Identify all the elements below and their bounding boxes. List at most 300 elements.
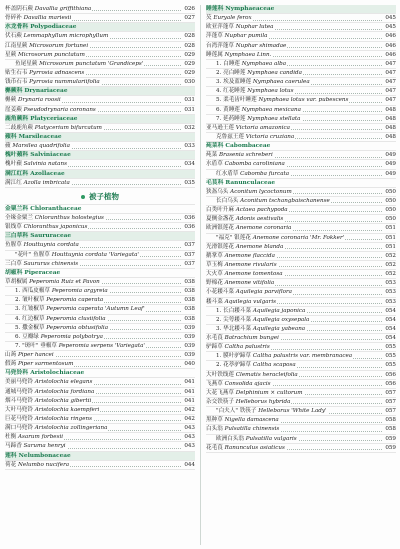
entry-latin-name: Caltha palustris var. membranacea bbox=[252, 353, 353, 360]
toc-entry[interactable] bbox=[5, 324, 195, 333]
entry-latin-name: Saruma henryi bbox=[23, 443, 66, 450]
toc-entry[interactable] bbox=[206, 371, 396, 380]
entry-latin-name: Aristolochia fordiana bbox=[34, 388, 95, 395]
toc-entry[interactable] bbox=[5, 278, 195, 287]
toc-entry[interactable] bbox=[206, 96, 396, 105]
entry-label bbox=[5, 224, 88, 230]
toc-entry[interactable] bbox=[5, 214, 195, 223]
toc-entry[interactable] bbox=[5, 32, 195, 41]
entry-chinese-name: 欧亚萍蓬草 bbox=[206, 24, 234, 31]
entry-label bbox=[206, 235, 345, 241]
entry-label bbox=[206, 436, 298, 442]
entry-latin-name: Drynaria roosii bbox=[17, 97, 61, 104]
entry-label bbox=[206, 417, 280, 423]
entry-latin-name: Peperomia obtusifolia bbox=[46, 324, 109, 331]
entry-chinese-name: 小花耧斗菜 bbox=[206, 289, 234, 296]
toc-entry[interactable] bbox=[206, 215, 396, 224]
entry-latin-name: Chloranthus holostegius bbox=[34, 214, 104, 221]
entry-label bbox=[5, 334, 104, 340]
entry-label bbox=[5, 143, 71, 149]
toc-entry[interactable] bbox=[5, 433, 195, 442]
entry-label bbox=[5, 316, 107, 322]
entry-label bbox=[5, 361, 74, 367]
toc-entry[interactable] bbox=[5, 14, 195, 23]
entry-page-number: 050 bbox=[384, 188, 396, 197]
entry-page-number: 048 bbox=[384, 124, 396, 133]
toc-entry[interactable] bbox=[206, 352, 396, 361]
entry-page-number: 056 bbox=[384, 371, 396, 380]
toc-entry[interactable] bbox=[206, 425, 396, 434]
toc-entry[interactable] bbox=[5, 5, 195, 14]
entry-latin-name: Peperomia argyreia bbox=[51, 288, 108, 295]
family-heading: 槲蕨科 Drynariaceae bbox=[5, 87, 195, 96]
entry-latin-name: Anemone blanda bbox=[235, 243, 284, 250]
entry-label bbox=[5, 15, 72, 21]
entry-chinese-name: 欧洲银莲花 bbox=[206, 225, 234, 232]
entry-page-number: 052 bbox=[384, 261, 396, 270]
entry-chinese-name: 草胡椒属 bbox=[5, 278, 28, 285]
toc-entry[interactable] bbox=[5, 388, 195, 397]
entry-label bbox=[5, 306, 146, 312]
toc-entry[interactable] bbox=[206, 224, 396, 233]
entry-chinese-name: 夏侧金盏花 bbox=[206, 216, 234, 223]
entry-latin-name: Nuphar shimadae bbox=[235, 42, 287, 49]
toc-entry[interactable] bbox=[206, 307, 396, 316]
family-heading: 毛茛科 Ranunculaceae bbox=[206, 179, 396, 188]
toc-entry[interactable] bbox=[5, 124, 195, 133]
toc-entry[interactable] bbox=[206, 115, 396, 124]
entry-chinese-name: 钱币石韦 bbox=[5, 79, 28, 86]
entry-label bbox=[206, 344, 271, 350]
toc-entry[interactable] bbox=[5, 142, 195, 151]
entry-page-number: 039 bbox=[183, 342, 195, 351]
toc-entry[interactable] bbox=[206, 435, 396, 444]
toc-entry[interactable] bbox=[206, 343, 396, 352]
entry-page-number: 043 bbox=[183, 433, 195, 442]
entry-latin-name: Aquilegia oxysepala bbox=[252, 316, 310, 323]
entry-label bbox=[5, 352, 55, 358]
toc-entry[interactable] bbox=[5, 51, 195, 60]
entry-chinese-name: 银线草 bbox=[5, 224, 22, 231]
entry-latin-name: Lemmaphyllum microphyllum bbox=[23, 33, 109, 40]
entry-chinese-name: 大叶铁线莲 bbox=[206, 371, 234, 378]
entry-label bbox=[206, 271, 284, 277]
toc-entry[interactable] bbox=[206, 69, 396, 78]
entry-latin-name: Anemone coronaria bbox=[235, 225, 292, 232]
family-heading: 莲科 Nelumbonaceae bbox=[5, 452, 195, 461]
entry-page-number: 031 bbox=[183, 106, 195, 115]
toc-entry[interactable] bbox=[206, 234, 396, 243]
toc-entry[interactable] bbox=[206, 261, 396, 270]
entry-page-number: 028 bbox=[183, 42, 195, 51]
entry-label bbox=[206, 216, 284, 222]
toc-left-column bbox=[5, 5, 195, 470]
toc-entry[interactable] bbox=[206, 407, 396, 416]
entry-chinese-name: 大叶马兜铃 bbox=[5, 406, 33, 413]
entry-label bbox=[5, 43, 89, 49]
entry-label bbox=[206, 299, 277, 305]
entry-chinese-name: 大花飞燕草 bbox=[206, 389, 234, 396]
entry-latin-name: Microsorum punctatum 'Grandiceps' bbox=[39, 60, 144, 67]
entry-page-number: 053 bbox=[384, 279, 396, 288]
entry-page-number: 038 bbox=[183, 296, 195, 305]
entry-page-number: 055 bbox=[384, 352, 396, 361]
entry-chinese-name: 5. 柔毛齿叶睡莲 bbox=[216, 97, 257, 104]
entry-page-number: 035 bbox=[183, 179, 195, 188]
entry-chinese-name: 伏石蕨 bbox=[5, 33, 22, 40]
entry-page-number: 026 bbox=[183, 5, 195, 14]
toc-entry[interactable] bbox=[5, 78, 195, 87]
toc-entry[interactable] bbox=[206, 42, 396, 51]
toc-entry[interactable] bbox=[206, 316, 396, 325]
toc-entry[interactable] bbox=[206, 444, 396, 453]
toc-entry[interactable] bbox=[206, 252, 396, 261]
toc-entry[interactable] bbox=[206, 197, 396, 206]
toc-entry[interactable] bbox=[206, 288, 396, 297]
toc-entry[interactable] bbox=[206, 160, 396, 169]
entry-latin-name: Actaea pachypoda bbox=[235, 207, 288, 214]
entry-label bbox=[206, 97, 349, 103]
entry-chinese-name: 4. 红花睡莲 bbox=[216, 88, 246, 95]
toc-entry[interactable] bbox=[206, 106, 396, 115]
entry-label bbox=[5, 70, 85, 76]
entry-label bbox=[206, 426, 280, 432]
entry-page-number: 041 bbox=[183, 388, 195, 397]
entry-latin-name: Aristolochia elegans bbox=[34, 379, 93, 386]
toc-entry[interactable] bbox=[206, 51, 396, 60]
entry-label bbox=[206, 79, 311, 85]
entry-chinese-name: 星蕨 bbox=[5, 51, 17, 58]
entry-label bbox=[5, 416, 93, 422]
entry-page-number: 049 bbox=[384, 170, 396, 179]
entry-label bbox=[206, 207, 289, 213]
entry-chinese-name: 槐叶蘋 bbox=[5, 161, 22, 168]
entry-page-number: 054 bbox=[384, 316, 396, 325]
entry-latin-name: Houttuynia cordata 'Variegata' bbox=[51, 251, 139, 258]
entry-latin-name: Pseudodrynaria coronans bbox=[23, 106, 96, 113]
family-heading: 水龙骨科 Polypodiaceae bbox=[5, 23, 195, 32]
entry-chinese-name: 二歧鹿角蕨 bbox=[5, 124, 33, 131]
toc-entry[interactable] bbox=[5, 442, 195, 451]
entry-page-number: 057 bbox=[384, 398, 396, 407]
toc-entry[interactable] bbox=[206, 298, 396, 307]
toc-entry[interactable] bbox=[5, 223, 195, 232]
entry-chinese-name: 杂交铁筷子 bbox=[206, 399, 234, 406]
toc-entry[interactable] bbox=[5, 96, 195, 105]
toc-entry[interactable] bbox=[5, 296, 195, 305]
entry-page-number: 029 bbox=[183, 69, 195, 78]
toc-entry[interactable] bbox=[5, 251, 195, 260]
entry-latin-name: Anemone flaccida bbox=[224, 252, 275, 259]
toc-entry[interactable] bbox=[206, 334, 396, 343]
entry-label bbox=[206, 161, 286, 167]
family-heading: 胡椒科 Piperaceae bbox=[5, 269, 195, 278]
toc-entry[interactable] bbox=[5, 315, 195, 324]
toc-entry[interactable] bbox=[206, 124, 396, 133]
entry-page-number: 050 bbox=[384, 197, 396, 206]
entry-label bbox=[206, 61, 287, 67]
entry-chinese-name: 江南星蕨 bbox=[5, 42, 28, 49]
entry-label bbox=[206, 353, 353, 359]
entry-latin-name: Aquilegia vulgaris bbox=[224, 298, 276, 305]
toc-entry[interactable] bbox=[5, 287, 195, 296]
toc-entry[interactable] bbox=[5, 360, 195, 369]
entry-latin-name: Cabomba caroliniana bbox=[224, 161, 285, 168]
entry-page-number: 050 bbox=[384, 215, 396, 224]
toc-entry[interactable] bbox=[5, 406, 195, 415]
toc-entry[interactable] bbox=[5, 305, 195, 314]
entry-page-number: 045 bbox=[384, 14, 396, 23]
entry-label bbox=[206, 381, 272, 387]
entry-chinese-name: 白头翁 bbox=[206, 426, 223, 433]
toc-entry[interactable] bbox=[206, 270, 396, 279]
entry-label bbox=[206, 171, 290, 177]
entry-page-number: 048 bbox=[384, 133, 396, 142]
entry-latin-name: Victoria amazonica bbox=[235, 124, 290, 131]
entry-label bbox=[206, 134, 295, 140]
entry-latin-name: Consolida ajacis bbox=[224, 380, 271, 387]
entry-chinese-name: 巨花马兜铃 bbox=[5, 416, 33, 423]
entry-page-number: 054 bbox=[384, 334, 396, 343]
toc-entry[interactable] bbox=[206, 279, 396, 288]
toc-entry[interactable] bbox=[5, 461, 195, 470]
toc-entry[interactable] bbox=[5, 378, 195, 387]
toc-entry[interactable] bbox=[206, 188, 396, 197]
entry-label bbox=[5, 398, 92, 404]
entry-label bbox=[206, 244, 284, 250]
entry-latin-name: Brasenia schreberi bbox=[218, 152, 273, 159]
entry-latin-name: Pulsatilla vulgaris bbox=[245, 435, 297, 442]
entry-label bbox=[5, 33, 109, 39]
entry-chinese-name: 6. 豆瓣绿 bbox=[15, 333, 39, 340]
entry-page-number: 034 bbox=[183, 160, 195, 169]
entry-page-number: 051 bbox=[384, 224, 396, 233]
entry-chinese-name: 长白乌头 bbox=[216, 197, 239, 204]
entry-latin-name: Ranunculus asiaticus bbox=[224, 444, 285, 451]
entry-latin-name: Anemone coronaria 'Mr. Fokker' bbox=[252, 234, 345, 241]
entry-chinese-name: "白夫人" 铁筷子 bbox=[216, 408, 257, 415]
toc-entry[interactable] bbox=[206, 151, 396, 160]
entry-latin-name: Peperomia polybotrya bbox=[40, 333, 103, 340]
entry-label bbox=[5, 97, 62, 103]
entry-chinese-name: 2. 亮白睡莲 bbox=[216, 69, 246, 76]
toc-entry[interactable] bbox=[5, 160, 195, 169]
toc-entry[interactable] bbox=[5, 42, 195, 51]
entry-latin-name: Marsilea quadrifolia bbox=[12, 143, 70, 150]
entry-page-number: 051 bbox=[384, 243, 396, 252]
toc-entry[interactable] bbox=[5, 260, 195, 269]
entry-page-number: 042 bbox=[183, 415, 195, 424]
entry-page-number: 047 bbox=[384, 69, 396, 78]
entry-page-number: 054 bbox=[384, 325, 396, 334]
entry-label bbox=[206, 317, 310, 323]
toc-entry[interactable] bbox=[206, 206, 396, 215]
entry-chinese-name: 1. 西瓜皮椒草 bbox=[15, 288, 51, 295]
entry-chinese-name: 崖姜蕨 bbox=[5, 106, 22, 113]
toc-entry[interactable] bbox=[206, 361, 396, 370]
entry-page-number: 037 bbox=[183, 241, 195, 250]
toc-entry[interactable] bbox=[206, 87, 396, 96]
entry-latin-name: Anemone tomentosa bbox=[224, 271, 283, 278]
toc-entry[interactable] bbox=[206, 78, 396, 87]
entry-label bbox=[206, 445, 286, 451]
entry-latin-name: Aconitum lycoctonum bbox=[230, 188, 292, 195]
entry-chinese-name: 驴蹄草 bbox=[206, 344, 223, 351]
entry-label bbox=[5, 252, 140, 258]
toc-entry[interactable] bbox=[5, 69, 195, 78]
entry-page-number: 054 bbox=[384, 307, 396, 316]
entry-page-number: 057 bbox=[384, 389, 396, 398]
entry-page-number: 039 bbox=[183, 351, 195, 360]
section-title bbox=[5, 188, 195, 205]
entry-latin-name: Clematis heracleifolia bbox=[235, 371, 298, 378]
toc-entry[interactable] bbox=[206, 380, 396, 389]
entry-chinese-name: 草玉梅 bbox=[206, 261, 223, 268]
family-heading: 满江红科 Azollaceae bbox=[5, 170, 195, 179]
toc-entry[interactable] bbox=[206, 243, 396, 252]
entry-latin-name: Helleborus hybrida bbox=[235, 399, 291, 406]
toc-entry[interactable] bbox=[206, 14, 396, 23]
entry-chinese-name: 3. 红皱椒草 bbox=[15, 306, 45, 313]
entry-page-number: 045 bbox=[384, 23, 396, 32]
entry-page-number: 046 bbox=[384, 42, 396, 51]
entry-page-number: 038 bbox=[183, 287, 195, 296]
entry-chinese-name: "福克" 银莲花 bbox=[216, 234, 251, 241]
entry-label bbox=[206, 326, 306, 332]
entry-page-number: 037 bbox=[183, 251, 195, 260]
entry-chinese-name: 亚马逊王莲 bbox=[206, 124, 234, 131]
entry-page-number: 041 bbox=[183, 397, 195, 406]
toc-entry[interactable] bbox=[206, 23, 396, 32]
entry-label bbox=[5, 79, 101, 85]
entry-label bbox=[5, 389, 95, 395]
entry-latin-name: Pyrrosia nummulariifolia bbox=[29, 79, 100, 86]
entry-latin-name: Caltha palustris bbox=[224, 344, 270, 351]
toc-entry[interactable] bbox=[5, 241, 195, 250]
toc-entry[interactable] bbox=[206, 32, 396, 41]
entry-latin-name: Nelumbo nucifera bbox=[17, 461, 70, 468]
entry-page-number: 048 bbox=[384, 106, 396, 115]
entry-chinese-name: 水盾草 bbox=[206, 161, 223, 168]
entry-label bbox=[5, 379, 93, 385]
entry-chinese-name: 马蹄香 bbox=[5, 443, 22, 450]
entry-label bbox=[5, 6, 92, 12]
entry-latin-name: Nymphaea alba bbox=[241, 60, 287, 67]
entry-chinese-name: 克鲁兹王莲 bbox=[216, 133, 244, 140]
entry-page-number: 048 bbox=[384, 115, 396, 124]
entry-latin-name: Nymphaea mexicana bbox=[241, 106, 301, 113]
entry-latin-name: Nymphaea lotus bbox=[247, 88, 294, 95]
entry-latin-name: Pulsatilla chinensis bbox=[224, 426, 280, 433]
entry-page-number: 047 bbox=[384, 78, 396, 87]
entry-latin-name: Victoria cruziana bbox=[245, 133, 295, 140]
entry-page-number: 039 bbox=[183, 324, 195, 333]
entry-page-number: 056 bbox=[384, 380, 396, 389]
entry-latin-name: Aristolochia kaempferi bbox=[34, 406, 100, 413]
toc-entry[interactable] bbox=[206, 325, 396, 334]
entry-label bbox=[206, 289, 293, 295]
entry-label bbox=[206, 253, 276, 259]
entry-chinese-name: 满江红 bbox=[5, 179, 22, 186]
entry-chinese-name: 蘋 bbox=[5, 143, 11, 150]
toc-entry[interactable] bbox=[206, 416, 396, 425]
family-heading: 马兜铃科 Aristolochiaceae bbox=[5, 369, 195, 378]
toc-entry[interactable] bbox=[5, 333, 195, 342]
entry-chinese-name: 5. 撒金椒草 bbox=[15, 324, 45, 331]
entry-latin-name: Salvinia natans bbox=[23, 161, 67, 168]
entry-page-number: 055 bbox=[384, 343, 396, 352]
entry-chinese-name: 杯盖阴石蕨 bbox=[5, 6, 33, 12]
entry-latin-name: Aristolochia zollingeriana bbox=[34, 425, 108, 432]
toc-entry[interactable] bbox=[5, 60, 195, 69]
entry-label bbox=[206, 125, 291, 131]
toc-entry[interactable] bbox=[206, 389, 396, 398]
entry-label bbox=[5, 288, 109, 294]
entry-latin-name: Nymphaea Linn. bbox=[224, 51, 272, 58]
entry-label bbox=[5, 107, 97, 113]
entry-chinese-name: 水毛茛 bbox=[206, 335, 223, 342]
entry-page-number: 046 bbox=[384, 32, 396, 41]
entry-latin-name: Piper hancei bbox=[17, 352, 54, 359]
entry-page-number: 058 bbox=[384, 416, 396, 425]
entry-latin-name: Batrachium bungei bbox=[224, 335, 279, 342]
entry-chinese-name: 通城马兜铃 bbox=[5, 388, 33, 395]
entry-chinese-name: 鹅掌草 bbox=[206, 252, 223, 259]
entry-label bbox=[206, 335, 280, 341]
entry-page-number: 029 bbox=[183, 51, 195, 60]
entry-latin-name: Saururus chinensis bbox=[23, 260, 79, 267]
toc-entry[interactable] bbox=[206, 60, 396, 69]
entry-label bbox=[206, 372, 299, 378]
entry-page-number: 052 bbox=[384, 252, 396, 261]
toc-entry[interactable] bbox=[5, 342, 195, 351]
entry-label bbox=[5, 242, 80, 248]
entry-label bbox=[5, 125, 103, 131]
entry-label bbox=[5, 462, 70, 468]
entry-label bbox=[206, 280, 275, 286]
toc-entry[interactable] bbox=[5, 179, 195, 188]
toc-entry[interactable] bbox=[5, 351, 195, 360]
entry-chinese-name: 红水盾草 bbox=[216, 170, 239, 177]
toc-entry[interactable] bbox=[5, 106, 195, 115]
entry-page-number: 040 bbox=[183, 360, 195, 369]
entry-label bbox=[5, 261, 79, 267]
toc-entry[interactable] bbox=[206, 398, 396, 407]
entry-latin-name: Chloranthus japonicus bbox=[23, 224, 88, 231]
toc-entry[interactable] bbox=[5, 415, 195, 424]
toc-entry[interactable] bbox=[206, 170, 396, 179]
family-heading: 蘋科 Marsileaceae bbox=[5, 133, 195, 142]
entry-label bbox=[206, 24, 275, 30]
entry-page-number: 042 bbox=[183, 406, 195, 415]
entry-page-number: 049 bbox=[384, 151, 396, 160]
entry-latin-name: Delphinium × cultorum bbox=[235, 389, 303, 396]
entry-latin-name: Adonis aestivalis bbox=[235, 216, 284, 223]
family-heading: 三白草科 Saururaceae bbox=[5, 232, 195, 241]
entry-latin-name: Anemone vitifolia bbox=[224, 280, 275, 287]
toc-entry[interactable] bbox=[5, 424, 195, 433]
toc-entry[interactable] bbox=[206, 133, 396, 142]
entry-latin-name: Peperomia caperata 'Autumn Leaf' bbox=[46, 306, 145, 313]
entry-chinese-name: 假蒟 bbox=[5, 361, 17, 368]
entry-label bbox=[5, 215, 105, 221]
entry-chinese-name: 6. 黄睡莲 bbox=[216, 106, 240, 113]
entry-chinese-name: 萍蓬草 bbox=[206, 33, 223, 40]
entry-page-number: 038 bbox=[183, 315, 195, 324]
toc-entry[interactable] bbox=[5, 397, 195, 406]
entry-chinese-name: 荷花 bbox=[5, 461, 17, 468]
entry-chinese-name: 光滑银莲花 bbox=[206, 243, 234, 250]
